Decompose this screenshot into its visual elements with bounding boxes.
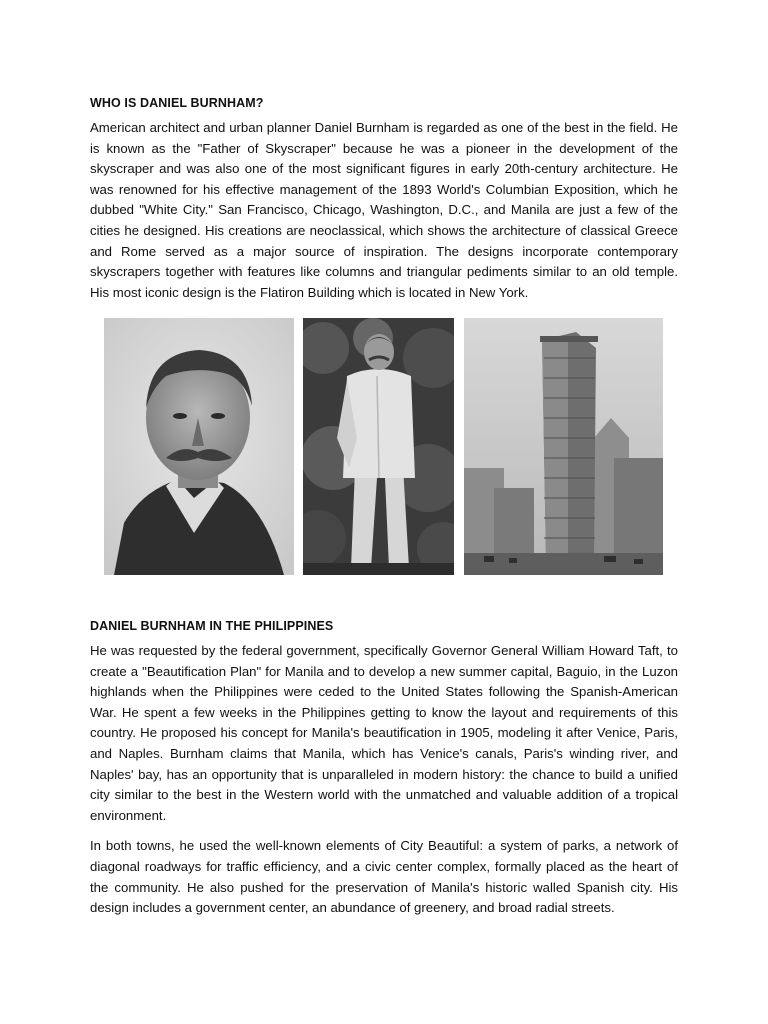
section-who-is-burnham [90, 96, 678, 313]
photo-row [0, 318, 768, 576]
section-paragraph: American architect and urban planner Daniel Burnham is regarded as one of the best in the field. He is known as the "Father of Skyscraper" because he was a pioneer in the development of the skyscraper and was also one of the most significant figures in early 20th-century architecture. He was renowned for his effective management of the 1893 World's Columbian Exposition, which he dubbed "White City." San Francisco, Chicago, Washington, D.C., and Manila are just a few of the cities he designed. His creations are neoclassical, which shows the architecture of classical Greece and Rome served as a major source of inspiration. The designs incorporate contemporary skyscrapers together with features like columns and triangular pediments similar to an old temple. His most iconic design is the Flatiron Building which is located in New York. [90, 120, 678, 300]
section-heading: DANIEL BURNHAM IN THE PHILIPPINES [90, 619, 334, 633]
portrait-photo [104, 318, 294, 575]
section-paragraph-2: In both towns, he used the well-known elements of City Beautiful: a system of parks, a network of diagonal roadways for traffic efficiency, and a civic center complex, formally placed as the heart of the community. He also pushed for the preservation of Manila's historic walled Spanish city. His design includes a government center, an abundance of greenery, and broad radial streets. [90, 838, 678, 916]
standing-photo [303, 318, 454, 575]
flatiron-photo [464, 318, 663, 575]
section-paragraph-1: He was requested by the federal government, specifically Governor General William Howard Taft, to create a "Beautification Plan" for Manila and to develop a new summer capital, Baguio, in the Luzon highlands when the Philippines were ceded to the United States following the Spanish-American War. He spent a few weeks in the Philippines getting to know the layout and requirements of this country. He proposed his concept for Manila's beautification in 1905, modeling it after Venice, Paris, and Naples. Burnham claims that Manila, which has Venice's canals, Paris's winding river, and Naples' bay, has an opportunity that is unparalleled in modern history: the chance to build a unified city similar to the best in the Western world with the unmatched and valuable addition of a tropical environment. [90, 643, 678, 823]
section-heading: WHO IS DANIEL BURNHAM? [90, 96, 264, 110]
section-burnham-philippines [90, 619, 678, 929]
